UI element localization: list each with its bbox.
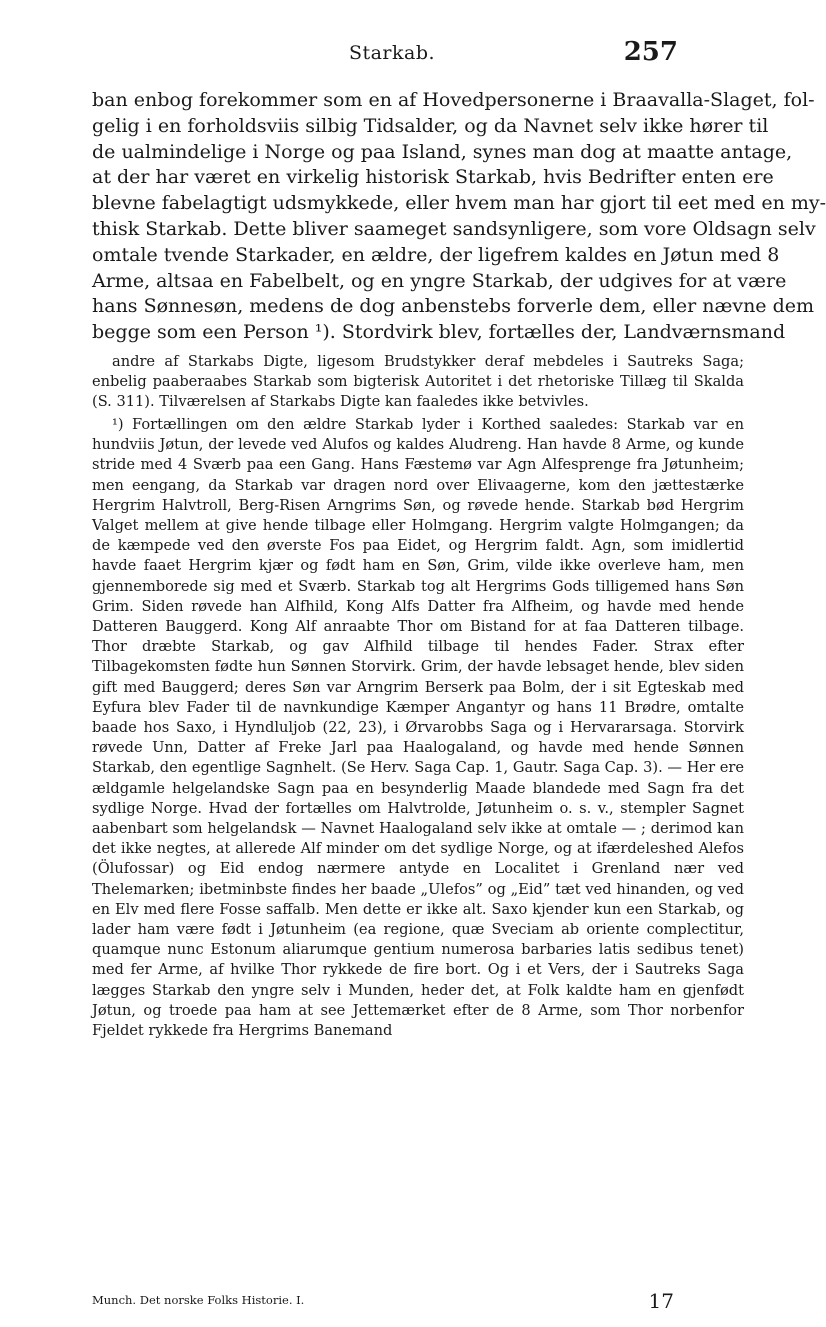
note-block xyxy=(92,352,744,413)
running-header: Starkab. xyxy=(348,42,436,64)
text-line: ban enbog forekommer som en af Hovedpersonerne i Braavalla-Slaget, fol- xyxy=(92,89,815,111)
text-line: at der har været en virkelig historisk Starkab, hvis Bedrifter enten ere xyxy=(92,166,774,189)
text-line: begge som een Person ¹). Stordvirk blev, fortælles der, Landværnsmand xyxy=(92,321,786,344)
text-line: blevne fabelagtigt udsmykkede, eller hvem man har gjort til eet med en my- xyxy=(92,192,826,215)
text-line: hans Sønnesøn, medens de dog anbenstebs forverle dem, eller nævne dem xyxy=(92,295,815,318)
page-number: 257 xyxy=(623,37,678,67)
note-paragraph: andre af Starkabs Digte, ligesom Brudstykker deraf mebdeles i Sautreks Saga; enbelig paaberaabes Starkab som bigterisk Autoritet i det rhetoriske Tillæg til Skalda (S. 311). Tilværelsen af Starkabs Digte kan faaledes ikke betvivles. xyxy=(92,353,744,411)
text-line: de ualmindelige i Norge og paa Island, synes man dog at maatte antage, xyxy=(92,140,793,163)
page-footer xyxy=(92,1289,744,1313)
footer-text: Munch. Det norske Folks Historie. I. xyxy=(92,1293,305,1307)
text-line: Arme, altsaa en Fabelbelt, og en yngre Starkab, der udgives for at være xyxy=(92,269,787,292)
text-line: gelig i en forholdsviis silbig Tidsalder, og da Navnet selv ikke hører til xyxy=(92,114,769,137)
signature-mark: 17 xyxy=(648,1289,674,1313)
main-text xyxy=(92,88,826,346)
footnote-1: ¹) Fortællingen om den ældre Starkab lyder i Korthed saaledes: Starkab var en hundviis Jøtun, der levede ved Alufos og kaldes Aludreng. Han havde 8 Arme, og kunde stride med 4 Sværb paa een Gang. Hans Fæstemø var Agn Alfesprenge fra Jøtunheim; men eengang, da Starkab var dragen nord over Elivaagerne, kom den jættestærke Hergrim Halvtroll, Berg-Risen Arngrims Søn, og røvede hende. Starkab bød Hergrim Valget mellem at give hende tilbage eller Holmgang. Hergrim valgte Holmgangen; da de kæmpede ved den øverste Fos paa Eidet, og Hergrim faldt. Agn, som imidlertid havde faaet Hergrim kjær og født ham en Søn, Grim, vilde ikke overleve ham, men gjennemborede sig med et Sværb. Starkab tog alt Hergrims Gods tilligemed hans Søn Grim. Siden røvede han Alfhild, Kong Alfs Datter fra Alfheim, og havde med hende Datteren Bauggerd. Kong Alf anraabte Thor om Bistand for at faa Datteren tilbage. Thor dræbte Starkab, og gav Alfhild tilbage til hendes Fader. Strax efter Tilbagekomsten fødte hun Sønnen Storvirk. Grim, der havde lebsaget hende, blev siden gift med Bauggerd; deres Søn var Arngrim Berserk paa Bolm, der i sit Egteskab med Eyfura blev Fader til de navnkundige Kæmper Angantyr og hans 11 Brødre, omtalte baade hos Saxo, i Hyndluljob (22, 23), i Ørvarobbs Saga og i Hervararsaga. Storvirk røvede Unn, Datter af Freke Jarl paa Haalogaland, og havde med hende Sønnen Starkab, den egentlige Sagnhelt. (Se Herv. Saga Cap. 1, Gautr. Saga Cap. 3). — Her ere ældgamle helgelandske Sagn paa en besynderlig Maade blandede med Sagn fra det sydlige Norge. Hvad der fortælles om Halvtrolde, Jøtunheim o. s. v., stempler Sagnet aabenbart som helgelandsk — Navnet Haalogaland selv ikke at omtale — ; derimod kan det ikke negtes, at allerede Alf minder om det sydlige Norge, og at ifærdeleshed Alefos (Ölufossar) og Eid endog nærmere antyde en Localitet i Grenland nær ved Thelemarken; ibetminbste findes her baade „Ulefos” og „Eid” tæt ved hinanden, og ved en Elv med flere Fosse saffalb. Men dette er ikke alt. Saxo kjender kun een Starkab, og lader ham være født i Jøtunheim (ea regione, quæ Sveciam ab oriente complectitur, quamque nunc Estonum aliarumque gentium numerosa barbaries latis sedibus tenet) med fer Arme, af hvilke Thor rykkede de fire bort. Og i et Vers, der i Sautreks Saga lægges Starkab den yngre selv i Munden, heder det, at Folk kaldte ham en gjenfødt Jøtun, og troede paa ham at see Jettemærket efter de 8 Arme, som Thor norbenfor Fjeldet rykkede fra Hergrims Banemand xyxy=(92,416,744,1040)
footnote-block xyxy=(92,415,744,1041)
text-line: omtale tvende Starkader, en ældre, der ligefrem kaldes en Jøtun med 8 xyxy=(92,243,780,266)
text-line: thisk Starkab. Dette bliver saameget sandsynligere, som vore Oldsagn selv xyxy=(92,217,816,240)
